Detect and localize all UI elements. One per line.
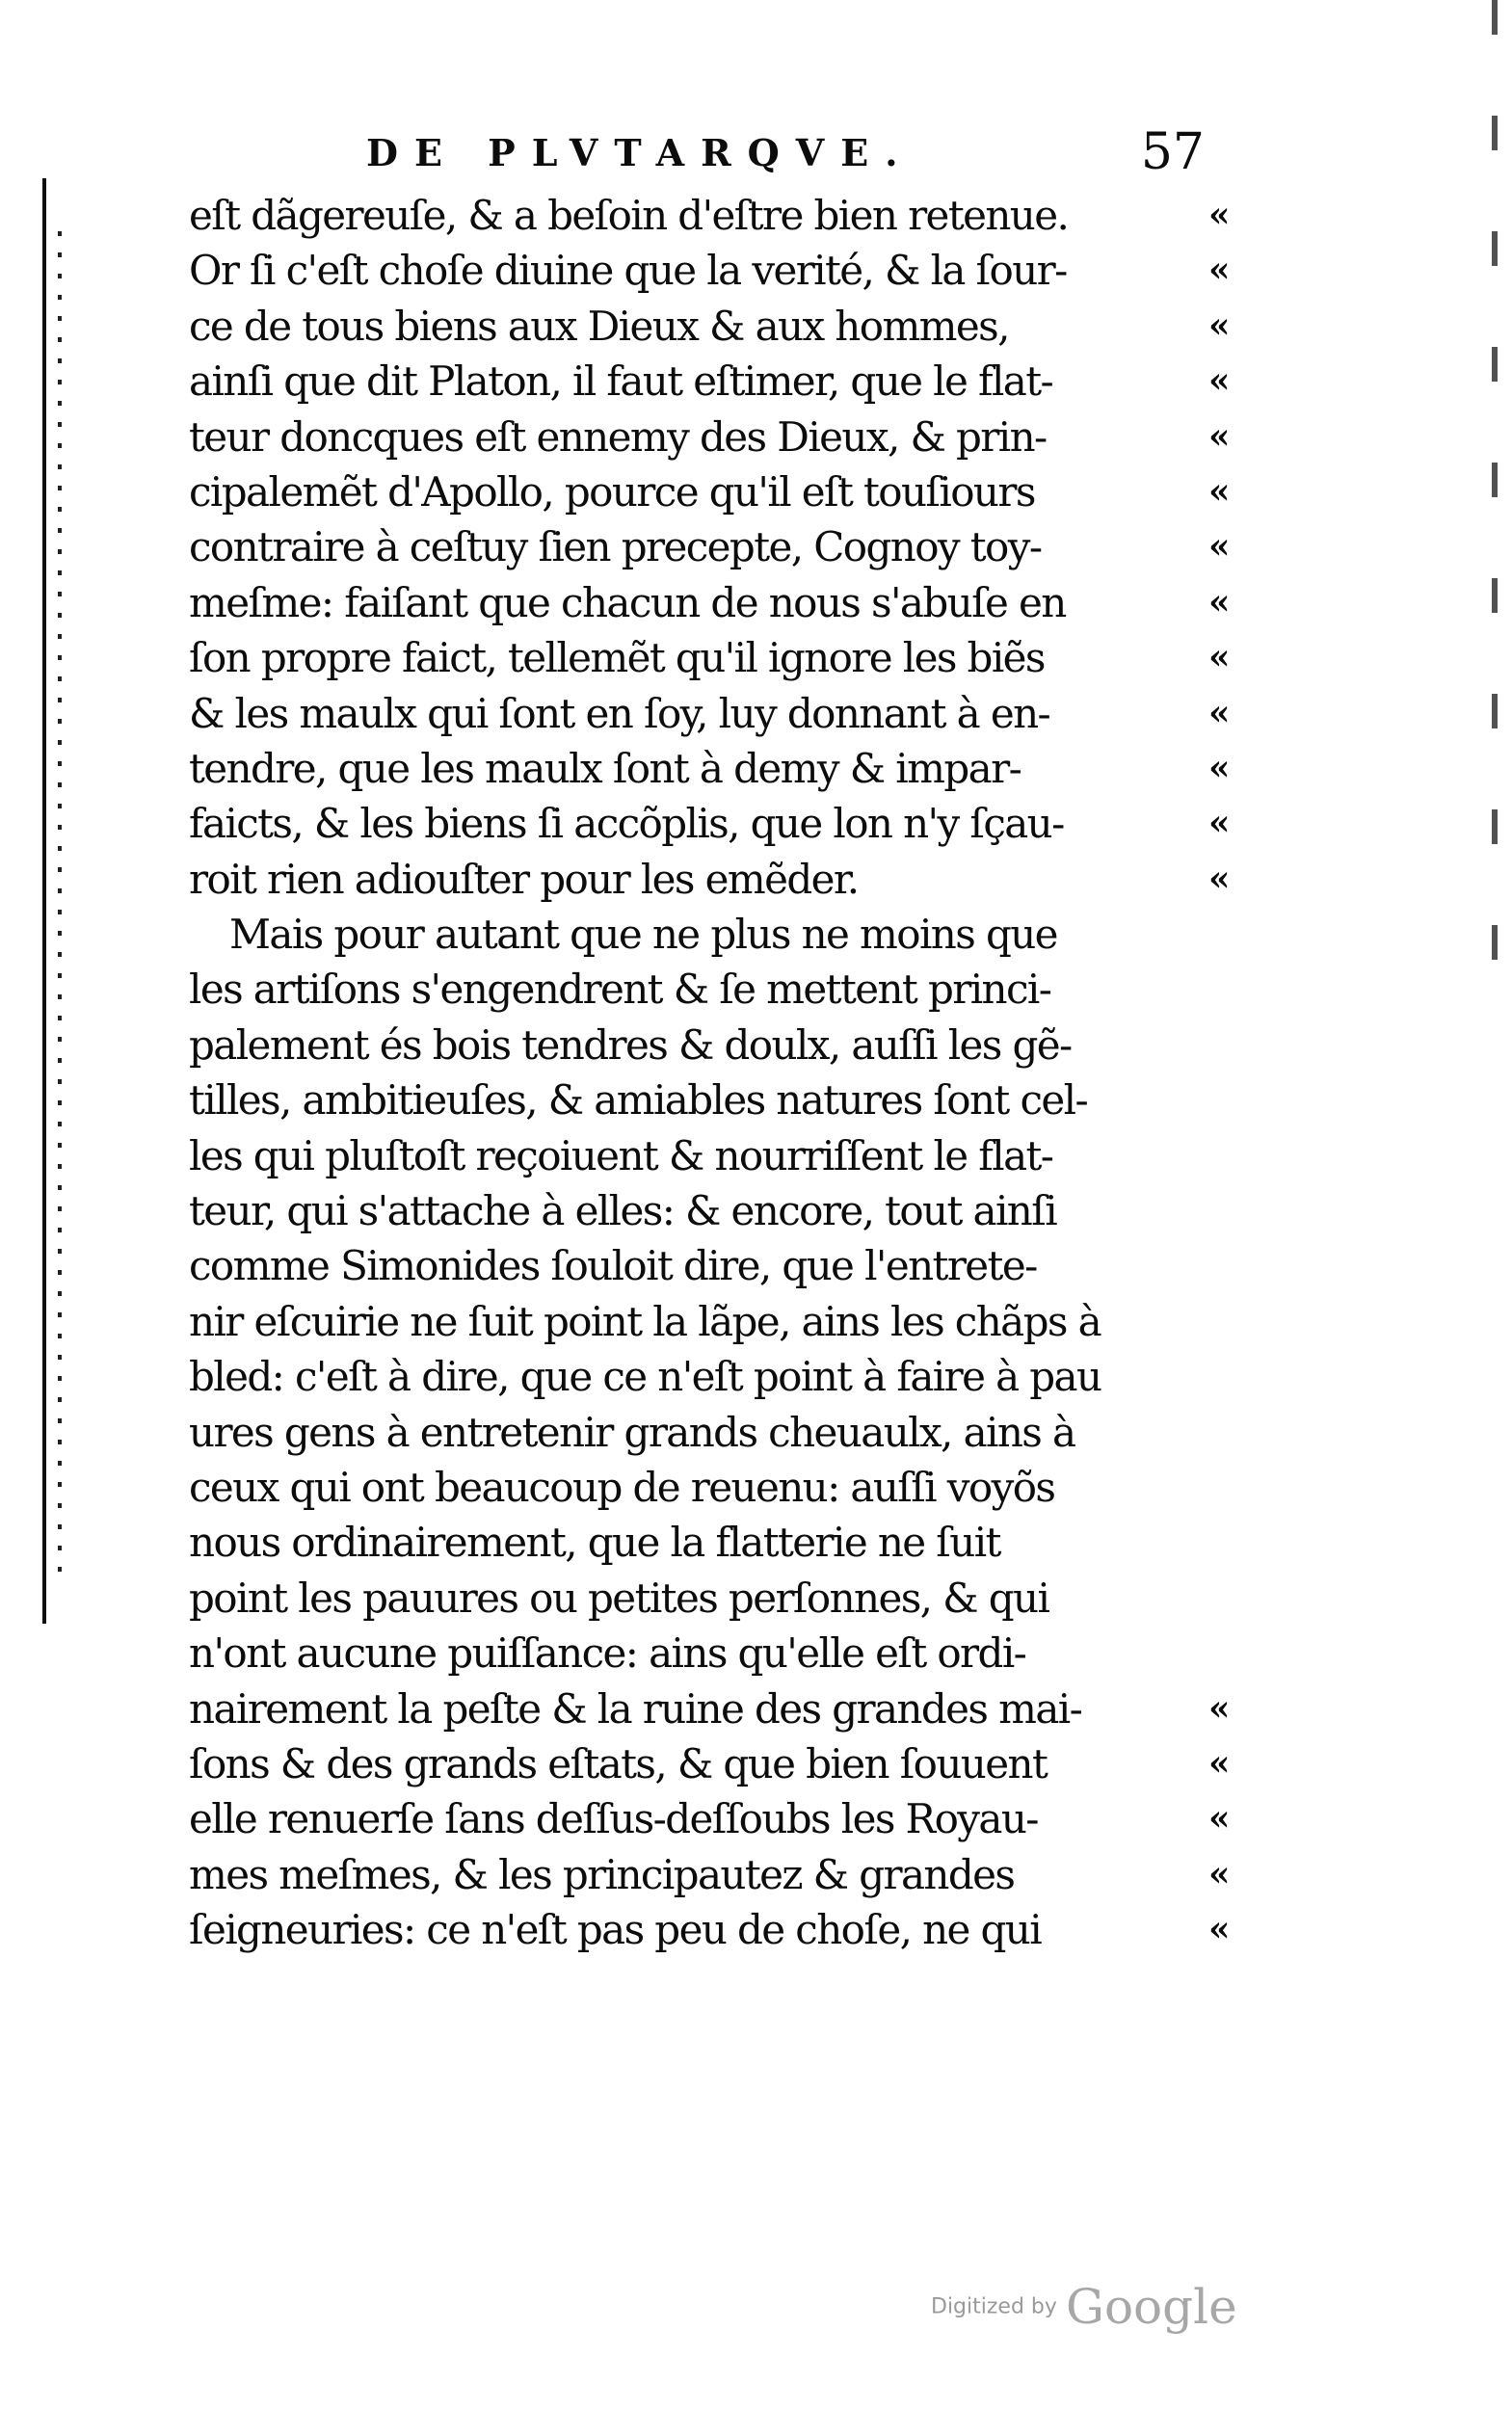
quotation-margin-markers xyxy=(1208,188,1266,1958)
margin-quote-marker: « xyxy=(1208,1742,1231,1784)
margin-quote-marker: « xyxy=(1208,304,1231,346)
text-line: les artiſons s'engendrent & ſe mettent princi- xyxy=(189,966,1051,1014)
text-line: roit rien adiouſter pour les emẽder. xyxy=(189,855,859,903)
text-line: contraire à ceſtuy ſien precepte, Cognoy toy- xyxy=(189,523,1042,571)
margin-quote-marker: « xyxy=(1208,747,1231,788)
digitized-by-label: Digitized by xyxy=(931,2294,1057,2319)
text-line: ceux qui ont beaucoup de reuenu: auſſi voyõs xyxy=(189,1463,1055,1511)
margin-quote-marker: « xyxy=(1208,1853,1231,1894)
text-line: meſme: faiſant que chacun de nous s'abuſe en xyxy=(189,578,1066,626)
text-line: Or ſi c'eſt choſe diuine que la verité, & la ſour- xyxy=(189,247,1067,295)
text-line: ce de tous biens aux Dieux & aux hommes, xyxy=(189,302,1009,350)
text-line: comme Simonides ſouloit dire, que l'entrete- xyxy=(189,1242,1037,1290)
digitization-watermark xyxy=(931,2279,1237,2335)
margin-quote-marker: « xyxy=(1208,692,1231,733)
text-line: les qui pluſtoſt reçoiuent & nourriſſent le flat- xyxy=(189,1131,1053,1179)
margin-quote-marker: « xyxy=(1208,415,1231,457)
text-line: mes meſmes, & les principautez & grandes xyxy=(189,1850,1015,1898)
text-line: ures gens à entretenir grands cheuaulx, ains à xyxy=(189,1408,1075,1456)
text-line: ſons & des grands eſtats, & que bien ſouuent xyxy=(189,1739,1048,1787)
text-line: ſon propre faict, tellemẽt qu'il ignore les biẽs xyxy=(189,634,1045,682)
text-line: teur doncques eſt ennemy des Dieux, & prin- xyxy=(189,412,1047,461)
text-line: nairement la peſte & la ruine des grandes mai- xyxy=(189,1684,1082,1733)
text-line: nous ordinairement, que la flatterie ne ſuit xyxy=(189,1519,1000,1567)
text-line: elle renuerſe ſans deſſus-deſſoubs les Royau- xyxy=(189,1795,1038,1843)
text-line: faicts, & les biens ſi accõplis, que lon n'y ſçau- xyxy=(189,800,1064,848)
margin-quote-marker: « xyxy=(1208,360,1231,402)
margin-quote-marker: « xyxy=(1208,526,1231,568)
text-line: tendre, que les maulx ſont à demy & impar- xyxy=(189,744,1021,792)
margin-quote-marker: « xyxy=(1208,250,1231,291)
margin-quote-marker: « xyxy=(1208,195,1231,235)
google-logo: Google xyxy=(1066,2279,1237,2335)
text-line: palement és bois tendres & doulx, auſſi les gẽ- xyxy=(189,1020,1072,1069)
text-line: ainſi que dit Platon, il faut eſtimer, que le flat- xyxy=(189,357,1053,406)
text-line: n'ont aucune puiſſance: ains qu'elle eſt ordi- xyxy=(189,1629,1026,1678)
text-line: bled: c'eſt à dire, que ce n'eſt point à faire à pau xyxy=(189,1353,1101,1401)
margin-quote-marker: « xyxy=(1208,581,1231,622)
page-edge-shadow xyxy=(1492,0,1498,1012)
margin-quote-marker: « xyxy=(1208,858,1231,899)
margin-quote-marker: « xyxy=(1208,637,1231,678)
body-text xyxy=(189,188,1201,1958)
text-line: teur, qui s'attache à elles: & encore, tout ainſi xyxy=(189,1187,1057,1235)
running-title: DE PLVTARQVE. xyxy=(366,131,915,174)
margin-quote-marker: « xyxy=(1208,470,1231,512)
binding-edge xyxy=(42,178,54,1624)
text-line: cipalemẽt d'Apollo, pource qu'il eſt touſiours xyxy=(189,467,1035,516)
paragraph-start-line: Mais pour autant que ne plus ne moins que xyxy=(229,911,1057,959)
text-line: point les pauures ou petites perſonnes, & qui xyxy=(189,1574,1049,1622)
margin-quote-marker: « xyxy=(1208,803,1231,844)
text-line: eſt dãgereuſe, & a beſoin d'eſtre bien retenue. xyxy=(189,192,1069,239)
text-line: nir eſcuirie ne ſuit point la lãpe, ains les chãps à xyxy=(189,1297,1101,1345)
page-number: 57 xyxy=(1140,123,1205,181)
margin-quote-marker: « xyxy=(1208,1798,1231,1840)
margin-quote-marker: « xyxy=(1208,1687,1231,1729)
text-line: & les maulx qui ſont en ſoy, luy donnant à en- xyxy=(189,689,1050,737)
binding-stitch-marks xyxy=(58,231,62,1580)
text-line: ſeigneuries: ce n'eſt pas peu de choſe, ne qui xyxy=(189,1906,1042,1954)
margin-quote-marker: « xyxy=(1208,1909,1231,1950)
text-line: tilles, ambitieuſes, & amiables natures ſont cel- xyxy=(189,1076,1088,1125)
